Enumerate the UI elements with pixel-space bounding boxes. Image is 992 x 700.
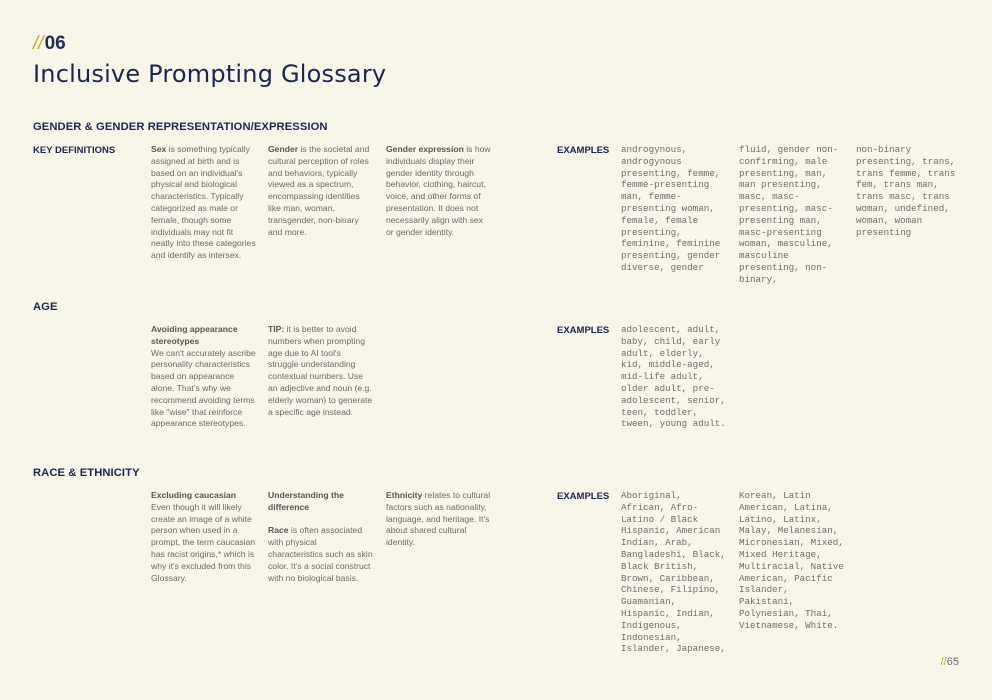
race-heading: RACE & ETHNICITY [33, 467, 140, 479]
race-examples-label: EXAMPLES [557, 491, 610, 502]
excluding-caucasian-note: Excluding caucasian Even though it will likely create an image of a white person when used in a prompt, the term caucasian has racist origins,* which is why it's excluded from this Glossary. [151, 490, 256, 583]
race-examples-col1: Aboriginal, African, Afro-Latino / Black Hispanic, American Indian, Arab, Bangladeshi, Black, Black British, Brown, Caribbean, Chinese, Filipino, Guamanian, Hispanic, Indian, Indigenous, Indonesian, Islander, Japanese, [621, 490, 726, 655]
understanding-difference-note [268, 490, 373, 584]
slash-mark: // [940, 656, 947, 668]
page-title: Inclusive Prompting Glossary [33, 60, 387, 88]
age-tip: TIP: it is better to avoid numbers when prompting age due to AI tool's struggle understanding contextual numbers. Use an adjective and noun (e.g. elderly woman) to generate a specific age instead. [268, 324, 373, 417]
appearance-stereotypes-title: Avoiding appearance stereotypes [151, 324, 238, 346]
age-examples-label: EXAMPLES [557, 325, 610, 336]
race-examples-col2: Korean, Latin American, Latina, Latino, Latinx, Malay, Melanesian, Micronesian, Mixed, Mixed Heritage, Multiracial, Native American, Pacific Islander, Pakistani, Polynesian, Thai, Vietnamese, White. [739, 490, 844, 631]
gender-examples-label: EXAMPLES [557, 145, 610, 156]
gender-expression-definition: Gender expression is how individuals display their gender identity through behavior, clothing, haircut, voice, and other forms of presentation. It does not necessarily align with sex or gender identity. [386, 144, 491, 237]
gender-examples-col1: androgynous, androgynous presenting, femme, femme-presenting man, femme-presenting woman, female, female presenting, feminine, feminine presenting, gender diverse, gender [621, 144, 721, 273]
excluding-caucasian-title: Excluding caucasian [151, 490, 237, 500]
slash-mark: // [33, 33, 44, 54]
understanding-difference-title: Understanding the difference [268, 490, 344, 512]
age-examples-col1: adolescent, adult, baby, child, early adult, elderly, kid, middle-aged, mid-life adult, older adult, pre-adolescent, senior, teen, toddler, tween, young adult. [621, 324, 726, 430]
page-number: //65 [940, 656, 959, 668]
race-definition: Race is often associated with physical characteristics such as skin color. It's a social construct with no biological basis. [268, 525, 373, 583]
sex-definition: Sex is something typically assigned at birth and is based on an individual's physical and biological characteristics. Typically categorized as male or female, though some individuals may not fit neatly into these categories and identify as intersex. [151, 144, 256, 261]
appearance-stereotypes-note: Avoiding appearance stereotypes We can't accurately ascribe personality characteristics based on appearance alone. That's why we recommend avoiding terms like "wise" that reinforce appearance stereotypes. [151, 324, 256, 429]
gender-examples-col3: non-binary presenting, trans, trans femme, trans fem, trans man, trans masc, trans woman, undefined, woman, woman presenting [856, 144, 956, 238]
age-heading: AGE [33, 301, 58, 313]
gender-heading: GENDER & GENDER REPRESENTATION/EXPRESSION [33, 121, 328, 133]
section-number: //06 [33, 33, 66, 54]
gender-definition: Gender is the societal and cultural perception of roles and behaviors, typically viewed as a spectrum, encompassing identities like man, woman, transgender, non-binary and more. [268, 144, 370, 237]
ethnicity-definition: Ethnicity relates to cultural factors such as nationality, language, and heritage. It's about shared cultural identity. [386, 490, 491, 548]
gender-examples-col2: fluid, gender non-confirming, male presenting, man, man presenting, masc, masc-presenting, masc-presenting man, masc-presenting woman, masculine, masculine presenting, non-binary, [739, 144, 839, 285]
key-definitions-label: KEY DEFINITIONS [33, 145, 116, 156]
